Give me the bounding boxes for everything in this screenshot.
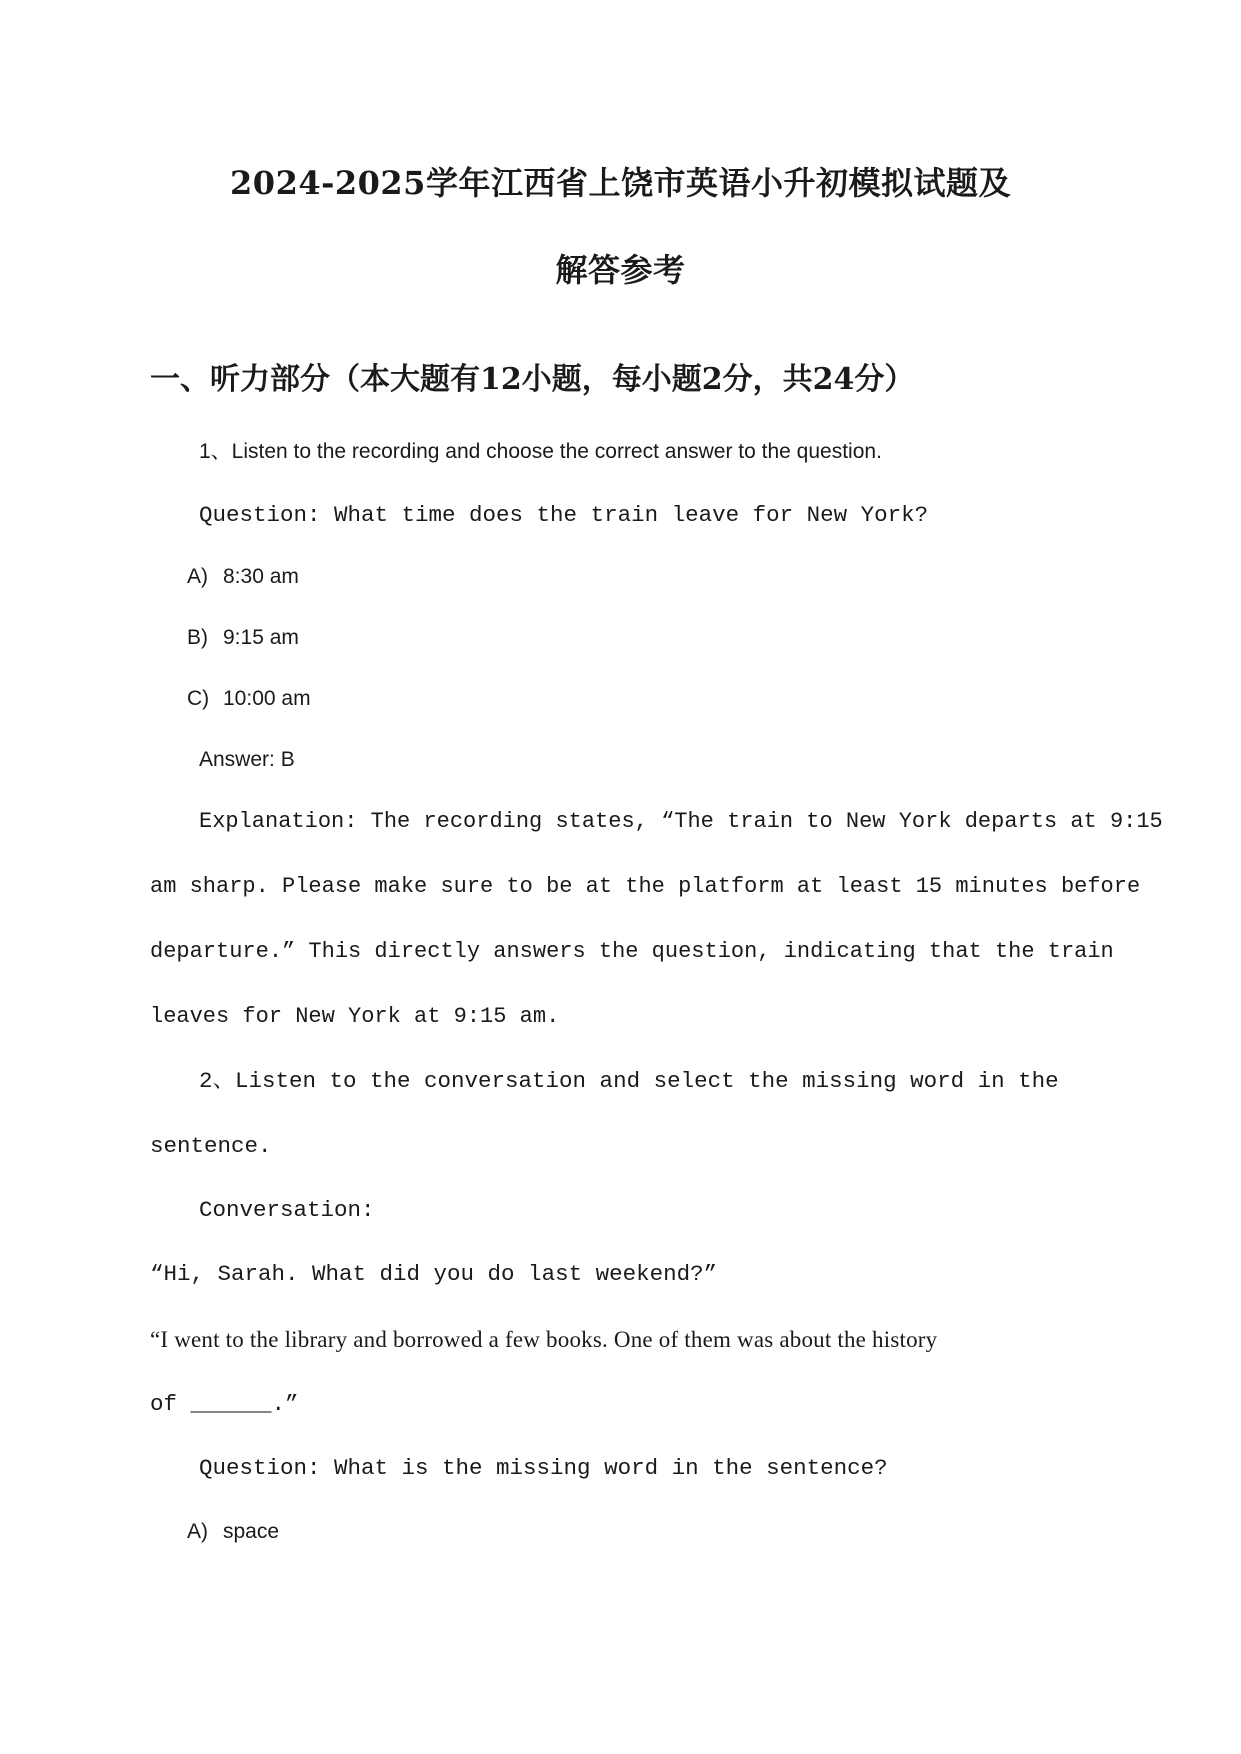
q1-explanation-line-1: Explanation: The recording states, “The train to New York departs at 9:15: [199, 809, 1163, 834]
document-title-line-2: 解答参考: [555, 251, 686, 289]
q2-conversation-label: Conversation:: [199, 1197, 375, 1223]
option-text: space: [223, 1520, 280, 1543]
option-text: 10:00 am: [223, 687, 311, 710]
q1-option-a: [187, 566, 299, 587]
q1-explanation-line-3: departure.” This directly answers the question, indicating that the train: [150, 939, 1114, 964]
q1-answer: Answer: B: [199, 748, 295, 771]
option-letter: B): [187, 626, 208, 649]
option-letter: A): [187, 565, 208, 588]
option-letter: A): [187, 1520, 208, 1543]
q2-option-a: [187, 1521, 279, 1542]
option-letter: C): [187, 687, 210, 710]
q1-option-b: [187, 627, 299, 648]
q2-prompt-line-1: 2、Listen to the conversation and select the missing word in the: [199, 1068, 1059, 1094]
q2-question: Question: What is the missing word in the sentence?: [199, 1455, 888, 1481]
q2-conversation-line-3: of ______.”: [150, 1391, 299, 1417]
q1-option-c: [187, 688, 311, 709]
option-text: 8:30 am: [223, 565, 299, 588]
q2-conversation-line-1: “Hi, Sarah. What did you do last weekend?”: [150, 1261, 718, 1287]
section-heading-listening: 一、听力部分（本大题有12小题，每小题2分，共24分）: [150, 362, 915, 397]
q2-prompt-line-2: sentence.: [150, 1133, 272, 1159]
document-title-line-1: 2024-2025学年江西省上饶市英语小升初模拟试题及: [230, 164, 1011, 202]
q1-explanation-line-4: leaves for New York at 9:15 am.: [150, 1004, 560, 1029]
q2-conversation-line-2: “I went to the library and borrowed a few books. One of them was about the history: [150, 1327, 938, 1352]
q1-explanation-line-2: am sharp. Please make sure to be at the platform at least 15 minutes before: [150, 874, 1141, 899]
q1-prompt: 1、Listen to the recording and choose the correct answer to the question.: [199, 440, 882, 463]
q1-question: Question: What time does the train leave for New York?: [199, 502, 929, 528]
option-text: 9:15 am: [223, 626, 299, 649]
